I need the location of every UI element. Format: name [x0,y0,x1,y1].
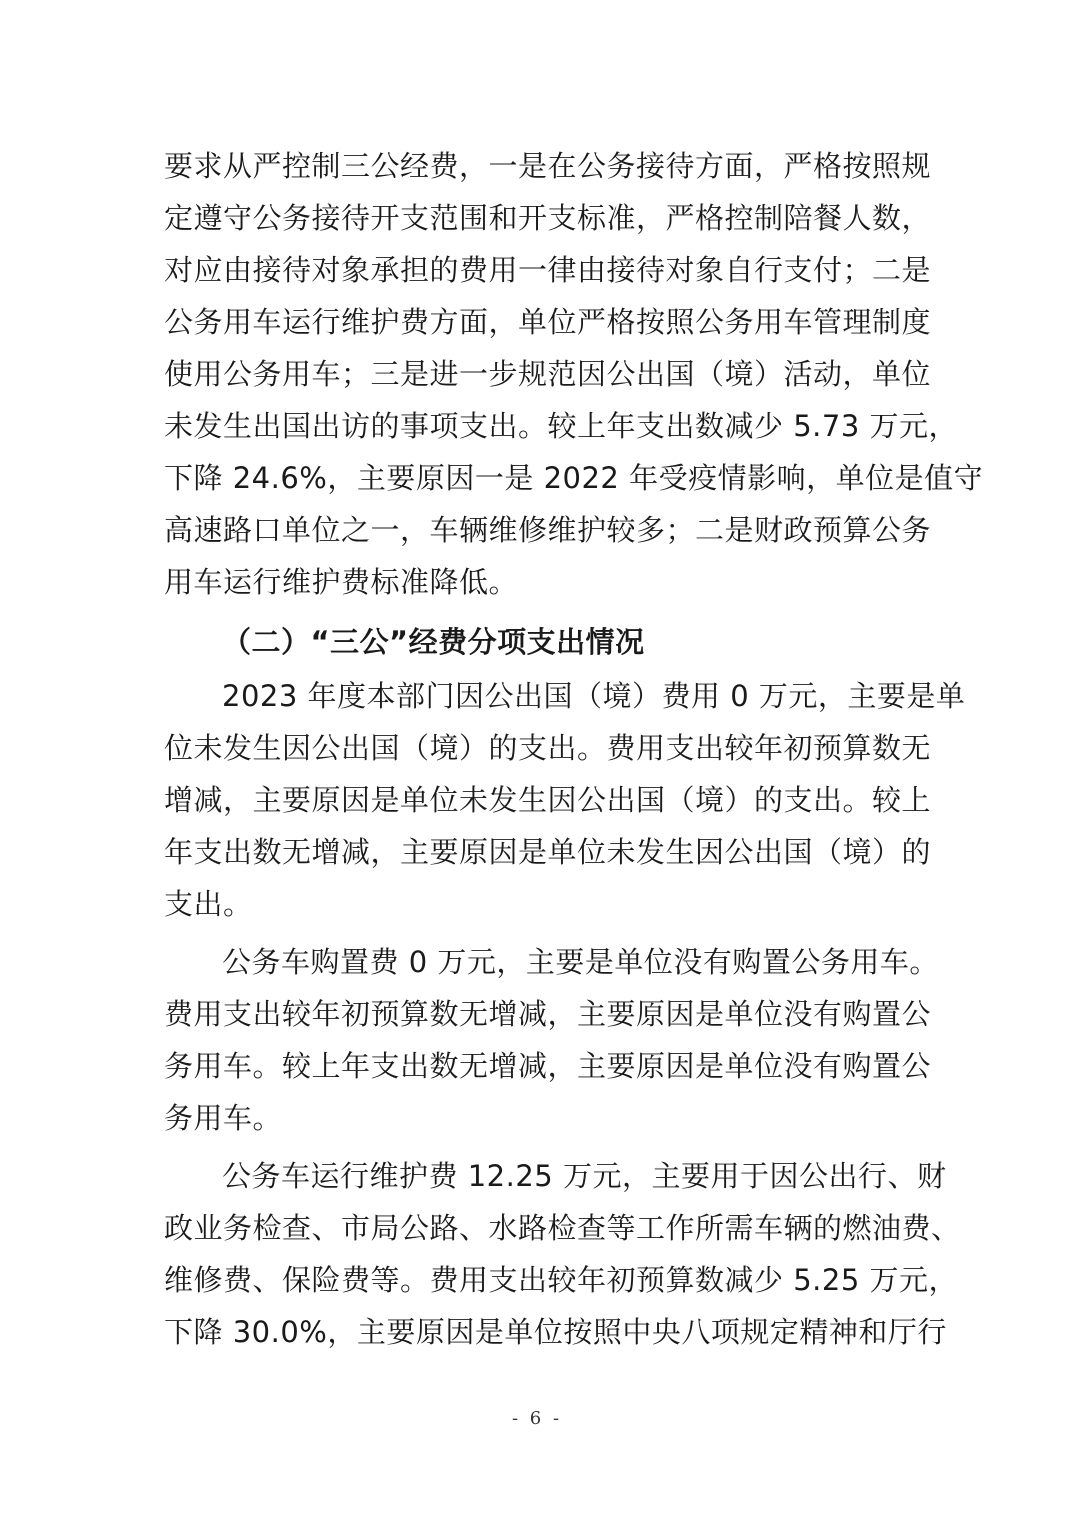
text-line: 公务车购置费 0 万元，主要是单位没有购置公务用车。 [222,945,939,979]
paragraph-vehicle-maintenance [164,1150,961,1358]
text-line: 要求从严控制三公经费，一是在公务接待方面，严格按照规 [164,149,932,183]
text-line: 增减，主要原因是单位未发生因公出国（境）的支出。较上 [164,783,932,817]
text-line: 务用车。较上年支出数无增减，主要原因是单位没有购置公 [164,1049,932,1083]
text-line: 政业务检查、市局公路、水路检查等工作所需车辆的燃油费、 [164,1211,961,1245]
document-body [164,140,984,1358]
text-line: 务用车。 [164,1101,283,1135]
text-line: 下降 24.6%，主要原因一是 2022 年受疫情影响，单位是值守 [164,461,984,495]
text-line: 费用支出较年初预算数无增减，主要原因是单位没有购置公 [164,997,932,1031]
section-heading: （二）“三公”经费分项支出情况 [222,625,645,659]
text-line: 支出。 [164,887,253,921]
text-line: 年支出数无增减，主要原因是单位未发生因公出国（境）的 [164,835,932,869]
text-line: 定遵守公务接待开支范围和开支标准，严格控制陪餐人数， [164,201,932,235]
text-line: 维修费、保险费等。费用支出较年初预算数减少 5.25 万元， [164,1263,959,1297]
text-line: 公务用车运行维护费方面，单位严格按照公务用车管理制度 [164,305,932,339]
text-line: 公务车运行维护费 12.25 万元，主要用于因公出行、财 [222,1159,947,1193]
text-line: 下降 30.0%，主要原因是单位按照中央八项规定精神和厅行 [164,1315,947,1349]
text-line: 用车运行维护费标准降低。 [164,565,519,599]
paragraph-three-public-expenses-control [164,140,984,608]
text-line: 位未发生因公出国（境）的支出。费用支出较年初预算数无 [164,731,932,765]
page-number: - 6 - [511,1408,563,1429]
text-line: 高速路口单位之一，车辆维修维护较多；二是财政预算公务 [164,513,932,547]
text-line: 对应由接待对象承担的费用一律由接待对象自行支付；二是 [164,253,932,287]
text-line: 未发生出国出访的事项支出。较上年支出数减少 5.73 万元， [164,409,959,443]
text-line: 使用公务用车；三是进一步规范因公出国（境）活动，单位 [164,357,932,391]
paragraph-overseas-travel [164,670,966,930]
text-line: 2023 年度本部门因公出国（境）费用 0 万元，主要是单 [222,679,966,713]
paragraph-vehicle-purchase [164,936,939,1144]
